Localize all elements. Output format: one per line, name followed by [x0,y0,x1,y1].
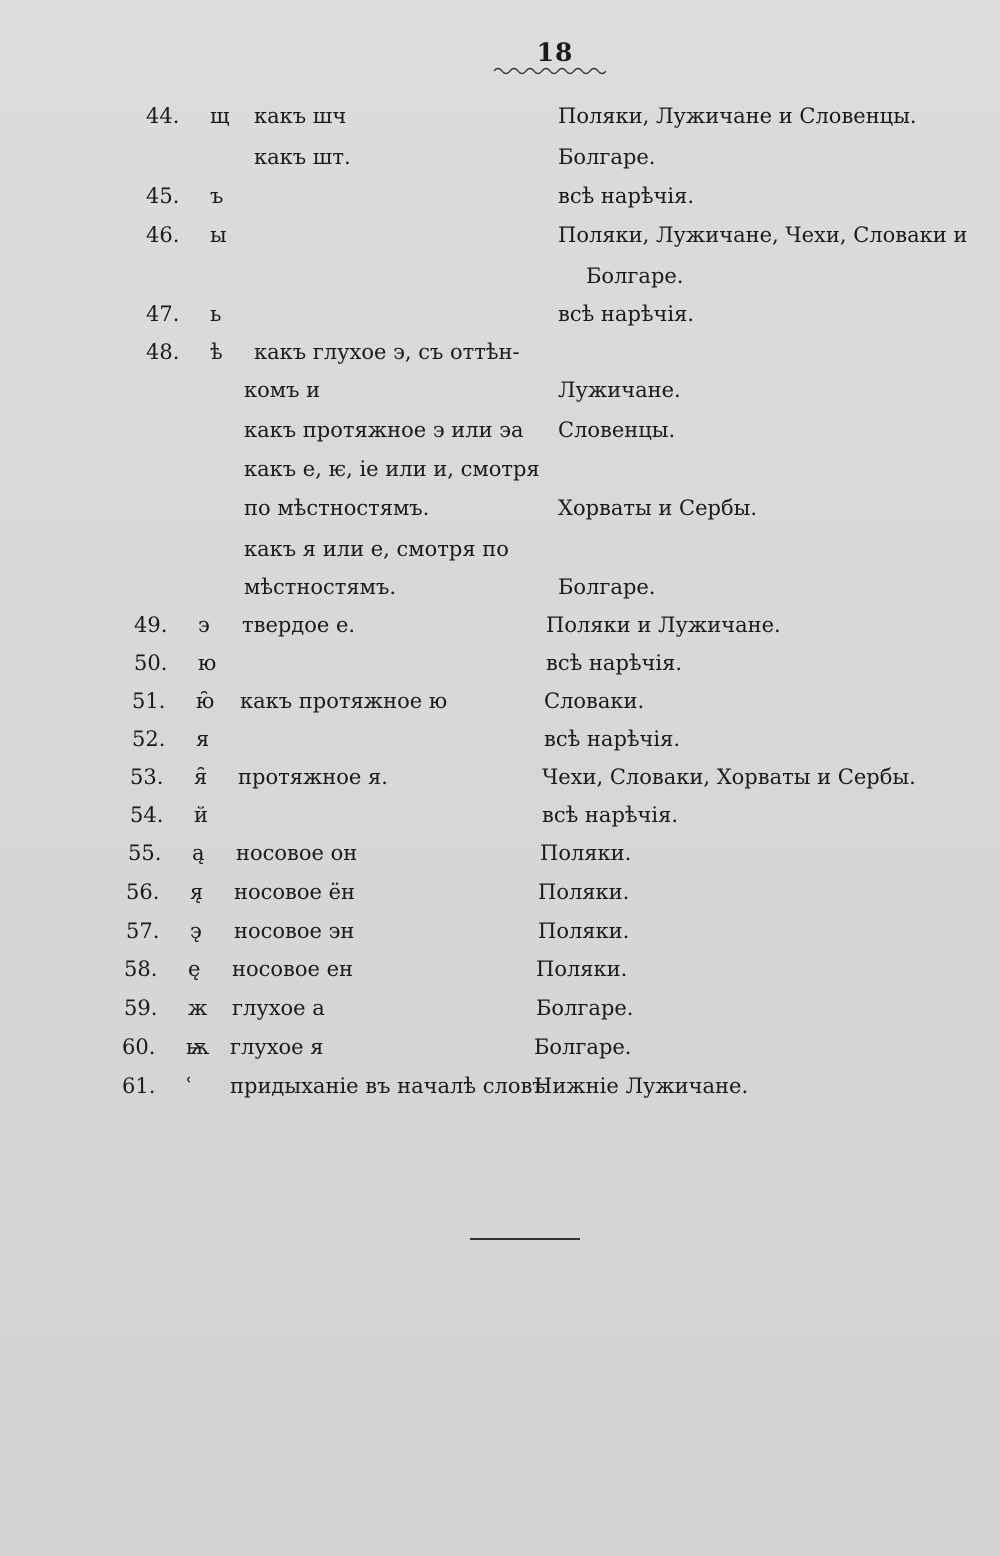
letter-glyph: ы [210,223,227,247]
letter-glyph: ę [188,957,201,981]
pronunciation-description: носовое ен [232,957,354,981]
pronunciation-description: комъ и [244,378,321,402]
entry-number: 61. [122,1074,156,1098]
entry-number: 44. [146,104,180,128]
section-divider [470,1238,580,1240]
dialect-peoples: Поляки и Лужичане. [546,613,781,637]
dialect-peoples: всѣ нарѣчія. [544,727,681,751]
pronunciation-description: какъ протяжное ю [240,689,448,713]
pronunciation-description: мѣстностямъ. [244,575,397,599]
letter-glyph: ѭ [186,1035,210,1059]
dialect-peoples: Болгаре. [536,996,634,1020]
letter-glyph: ю̑ [196,689,215,713]
page-number: 18 [536,38,574,67]
letter-glyph: ъ [210,184,224,208]
letter-glyph: ж [188,996,208,1020]
dialect-peoples: Поляки, Лужичане и Словенцы. [558,104,917,128]
pronunciation-description: какъ я или е, смотря по [244,537,509,561]
dialect-peoples: Болгаре. [534,1035,632,1059]
letter-glyph: ą [192,841,205,865]
entry-number: 48. [146,340,180,364]
entry-number: 53. [130,765,164,789]
pronunciation-description: твердое е. [242,613,356,637]
pronunciation-description: носовое ён [234,880,356,904]
dialect-peoples: Болгаре. [586,264,684,288]
letter-glyph: э̨ [190,919,202,943]
pronunciation-description: по мѣстностямъ. [244,496,430,520]
entry-number: 56. [126,880,160,904]
pronunciation-description: глухое я [230,1035,324,1059]
pronunciation-description: протяжное я. [238,765,388,789]
dialect-peoples: всѣ нарѣчія. [558,184,695,208]
dialect-peoples: Словаки. [544,689,645,713]
dialect-peoples: всѣ нарѣчія. [546,651,683,675]
letter-glyph: я̑ [194,765,208,789]
pronunciation-description: глухое а [232,996,325,1020]
letter-glyph: ь [210,302,222,326]
pronunciation-description: носовое эн [234,919,355,943]
entry-number: 55. [128,841,162,865]
letter-glyph: ѣ [210,340,223,364]
dialect-peoples: Словенцы. [558,418,676,442]
pronunciation-description: какъ шт. [254,145,351,169]
dialect-peoples: Хорваты и Сербы. [558,496,758,520]
entry-number: 52. [132,727,166,751]
dialect-peoples: всѣ нарѣчія. [558,302,695,326]
pronunciation-description: какъ глухое э, съ оттѣн- [254,340,520,364]
dialect-peoples: Поляки. [536,957,628,981]
dialect-peoples: Поляки. [538,919,630,943]
dialect-peoples: Поляки. [540,841,632,865]
letter-glyph: й [194,803,208,827]
dialect-peoples: Поляки. [538,880,630,904]
entry-number: 50. [134,651,168,675]
dialect-peoples: Лужичане. [558,378,681,402]
letter-glyph: ю [198,651,217,675]
entry-number: 60. [122,1035,156,1059]
dialect-peoples: Болгаре. [558,575,656,599]
letter-glyph: щ [210,104,230,128]
dialect-peoples: Поляки, Лужичане, Чехи, Словаки и [558,223,968,247]
letter-glyph: ʿ [186,1074,193,1098]
entry-number: 46. [146,223,180,247]
pronunciation-description: носовое он [236,841,358,865]
entry-number: 59. [124,996,158,1020]
dialect-peoples: Чехи, Словаки, Хорваты и Сербы. [542,765,916,789]
letter-glyph: я [196,727,210,751]
letter-glyph: э [198,613,210,637]
pronunciation-description: какъ протяжное э или эа [244,418,524,442]
entry-number: 47. [146,302,180,326]
entry-number: 58. [124,957,158,981]
dialect-peoples: Болгаре. [558,145,656,169]
entry-number: 57. [126,919,160,943]
pronunciation-description: какъ шч [254,104,347,128]
dialect-peoples: Нижніе Лужичане. [534,1074,749,1098]
pronunciation-description: какъ е, ѥ, іе или и, смотря [244,457,540,481]
entry-number: 45. [146,184,180,208]
entry-number: 54. [130,803,164,827]
dialect-peoples: всѣ нарѣчія. [542,803,679,827]
entry-number: 49. [134,613,168,637]
pronunciation-description: придыханіе въ началѣ словъ [230,1074,546,1098]
entry-number: 51. [132,689,166,713]
letter-glyph: я̨ [190,880,204,904]
